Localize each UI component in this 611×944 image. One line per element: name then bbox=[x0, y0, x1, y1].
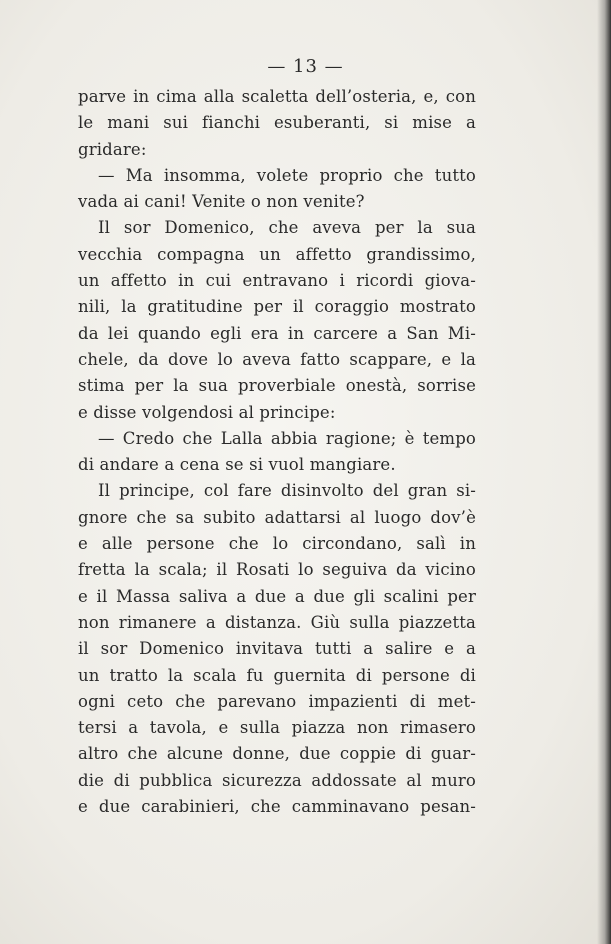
text-line: le mani sui fianchi esuberanti, si mise a bbox=[78, 113, 476, 133]
text-line: parve in cima alla scaletta dell’osteria, e, con bbox=[78, 87, 476, 106]
text-line: ogni ceto che parevano impazienti di met- bbox=[78, 691, 476, 711]
text-line: e alle persone che lo circondano, salì in bbox=[78, 534, 476, 554]
text-line: — Ma insomma, volete proprio che tutto bbox=[98, 165, 476, 185]
page-edge-shadow bbox=[597, 0, 611, 944]
text-line: di andare a cena se si vuol mangiare. bbox=[78, 455, 396, 475]
text-line: gridare: bbox=[78, 139, 147, 159]
text-line: vecchia compagna un affetto grandissimo, bbox=[78, 244, 476, 264]
body-text bbox=[78, 84, 476, 820]
text-line: nili, la gratitudine per il coraggio mostrato bbox=[78, 297, 476, 317]
text-line: — Credo che Lalla abbia ragione; è tempo bbox=[98, 428, 476, 448]
text-line: da lei quando egli era in carcere a San Mi- bbox=[78, 323, 476, 343]
text-line: chele, da dove lo aveva fatto scappare, e la bbox=[78, 349, 476, 369]
text-line: fretta la scala; il Rosati lo seguiva da vicino bbox=[78, 560, 476, 580]
text-line: tersi a tavola, e sulla piazza non rimasero bbox=[78, 718, 476, 738]
text-line: e due carabinieri, che camminavano pesan- bbox=[78, 797, 476, 817]
text-line: il sor Domenico invitava tutti a salire e a bbox=[78, 639, 476, 659]
text-line: altro che alcune donne, due coppie di guar- bbox=[78, 744, 476, 764]
text-line: e disse volgendosi al principe: bbox=[78, 402, 336, 422]
page-number: — 13 — bbox=[267, 56, 344, 77]
text-line: die di pubblica sicurezza addossate al muro bbox=[78, 770, 476, 790]
text-line: un tratto la scala fu guernita di persone di bbox=[78, 665, 476, 685]
text-line: gnore che sa subito adattarsi al luogo dov’è bbox=[78, 507, 476, 527]
text-line: vada ai cani! Venite o non venite? bbox=[78, 192, 365, 212]
text-line: non rimanere a distanza. Giù sulla piazzetta bbox=[78, 612, 476, 632]
text-line: stima per la sua proverbiale onestà, sorrise bbox=[78, 376, 476, 396]
text-line: e il Massa saliva a due a due gli scalini per bbox=[78, 586, 476, 606]
text-line: Il sor Domenico, che aveva per la sua bbox=[98, 218, 476, 238]
text-line: un affetto in cui entravano i ricordi giova- bbox=[78, 271, 476, 291]
text-line: Il principe, col fare disinvolto del gran si- bbox=[98, 481, 476, 501]
